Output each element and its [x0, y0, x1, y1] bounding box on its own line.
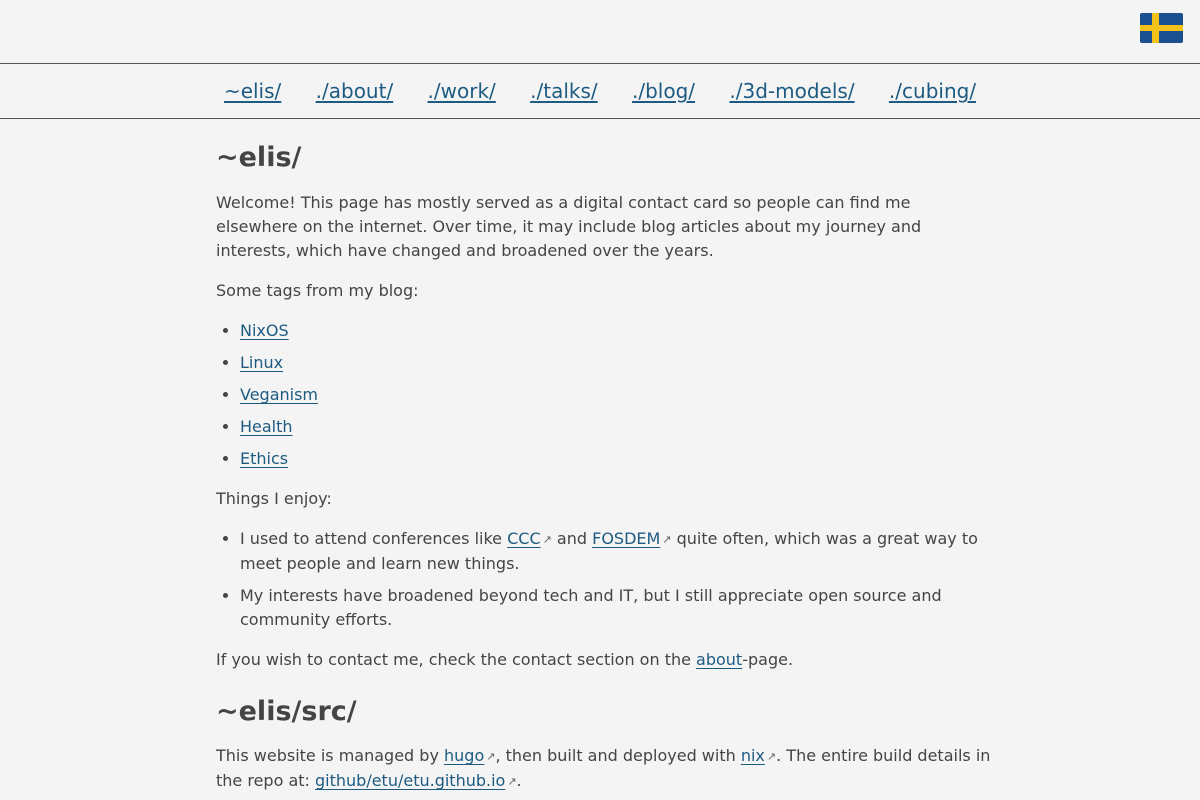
- tag-link-health[interactable]: Health: [240, 417, 293, 436]
- nav-link-home[interactable]: ~elis/: [223, 79, 282, 103]
- tag-link-nixos[interactable]: NixOS: [240, 321, 289, 340]
- repo-link[interactable]: github/etu/etu.github.io: [315, 771, 506, 790]
- top-bar: [0, 0, 1200, 64]
- src-heading: ~elis/src/: [216, 696, 357, 727]
- external-link-icon: ↗: [766, 750, 777, 763]
- nav-link-3d-models[interactable]: ./3d-models/: [729, 79, 855, 103]
- enjoy-text: My interests have broadened beyond tech and IT, but I still appreciate open source and community efforts.: [240, 586, 942, 629]
- nix-link[interactable]: nix: [740, 746, 765, 765]
- external-link-icon: ↗: [486, 750, 496, 763]
- list-item: [240, 584, 996, 632]
- nav-link-cubing[interactable]: ./cubing/: [888, 79, 977, 103]
- list-item: [240, 351, 996, 375]
- src-text: . The entire build details in the repo at:: [216, 746, 991, 790]
- page-title: ~elis/: [216, 142, 302, 173]
- tag-link-linux[interactable]: Linux: [240, 353, 284, 372]
- nav-link-talks[interactable]: ./talks/: [530, 79, 598, 103]
- list-item: [240, 383, 996, 407]
- external-link-icon: ↗: [542, 533, 552, 546]
- tags-intro: Some tags from my blog:: [216, 281, 419, 300]
- hugo-link[interactable]: hugo: [444, 746, 485, 765]
- contact-text: -page.: [742, 650, 794, 669]
- src-text: .: [516, 771, 522, 790]
- tag-link-veganism[interactable]: Veganism: [240, 385, 319, 404]
- main-nav: [0, 64, 1200, 119]
- nav-link-about[interactable]: ./about/: [315, 79, 394, 103]
- main-content: [216, 120, 996, 794]
- about-link[interactable]: about: [696, 650, 743, 669]
- ccc-link[interactable]: CCC: [507, 529, 541, 548]
- enjoy-list: [216, 527, 996, 632]
- src-paragraph: [216, 744, 996, 794]
- fosdem-link[interactable]: FOSDEM: [592, 529, 661, 548]
- swedish-flag-icon[interactable]: [1140, 13, 1183, 43]
- enjoy-text: and: [551, 529, 593, 548]
- enjoy-intro: Things I enjoy:: [216, 489, 332, 508]
- nav-link-work[interactable]: ./work/: [427, 79, 496, 103]
- enjoy-text: I used to attend conferences like: [240, 529, 508, 548]
- src-text: This website is managed by: [216, 746, 445, 765]
- nav-link-blog[interactable]: ./blog/: [632, 79, 696, 103]
- list-item: [240, 447, 996, 471]
- external-link-icon: ↗: [507, 775, 517, 788]
- tags-list: [216, 319, 996, 471]
- list-item: [240, 527, 996, 576]
- intro-paragraph: Welcome! This page has mostly served as a digital contact card so people can find me elsewhere on the internet. Over time, it may include blog articles about my journey and interests, which have changed and broadened over the years.: [216, 193, 922, 260]
- contact-text: If you wish to contact me, check the contact section on the: [216, 650, 697, 669]
- tag-link-ethics[interactable]: Ethics: [240, 449, 289, 468]
- enjoy-text: quite often, which was a great way to meet people and learn new things.: [240, 529, 978, 573]
- src-text: , then built and deployed with: [495, 746, 741, 765]
- list-item: [240, 319, 996, 343]
- external-link-icon: ↗: [662, 533, 672, 546]
- list-item: [240, 415, 996, 439]
- contact-paragraph: [216, 648, 996, 672]
